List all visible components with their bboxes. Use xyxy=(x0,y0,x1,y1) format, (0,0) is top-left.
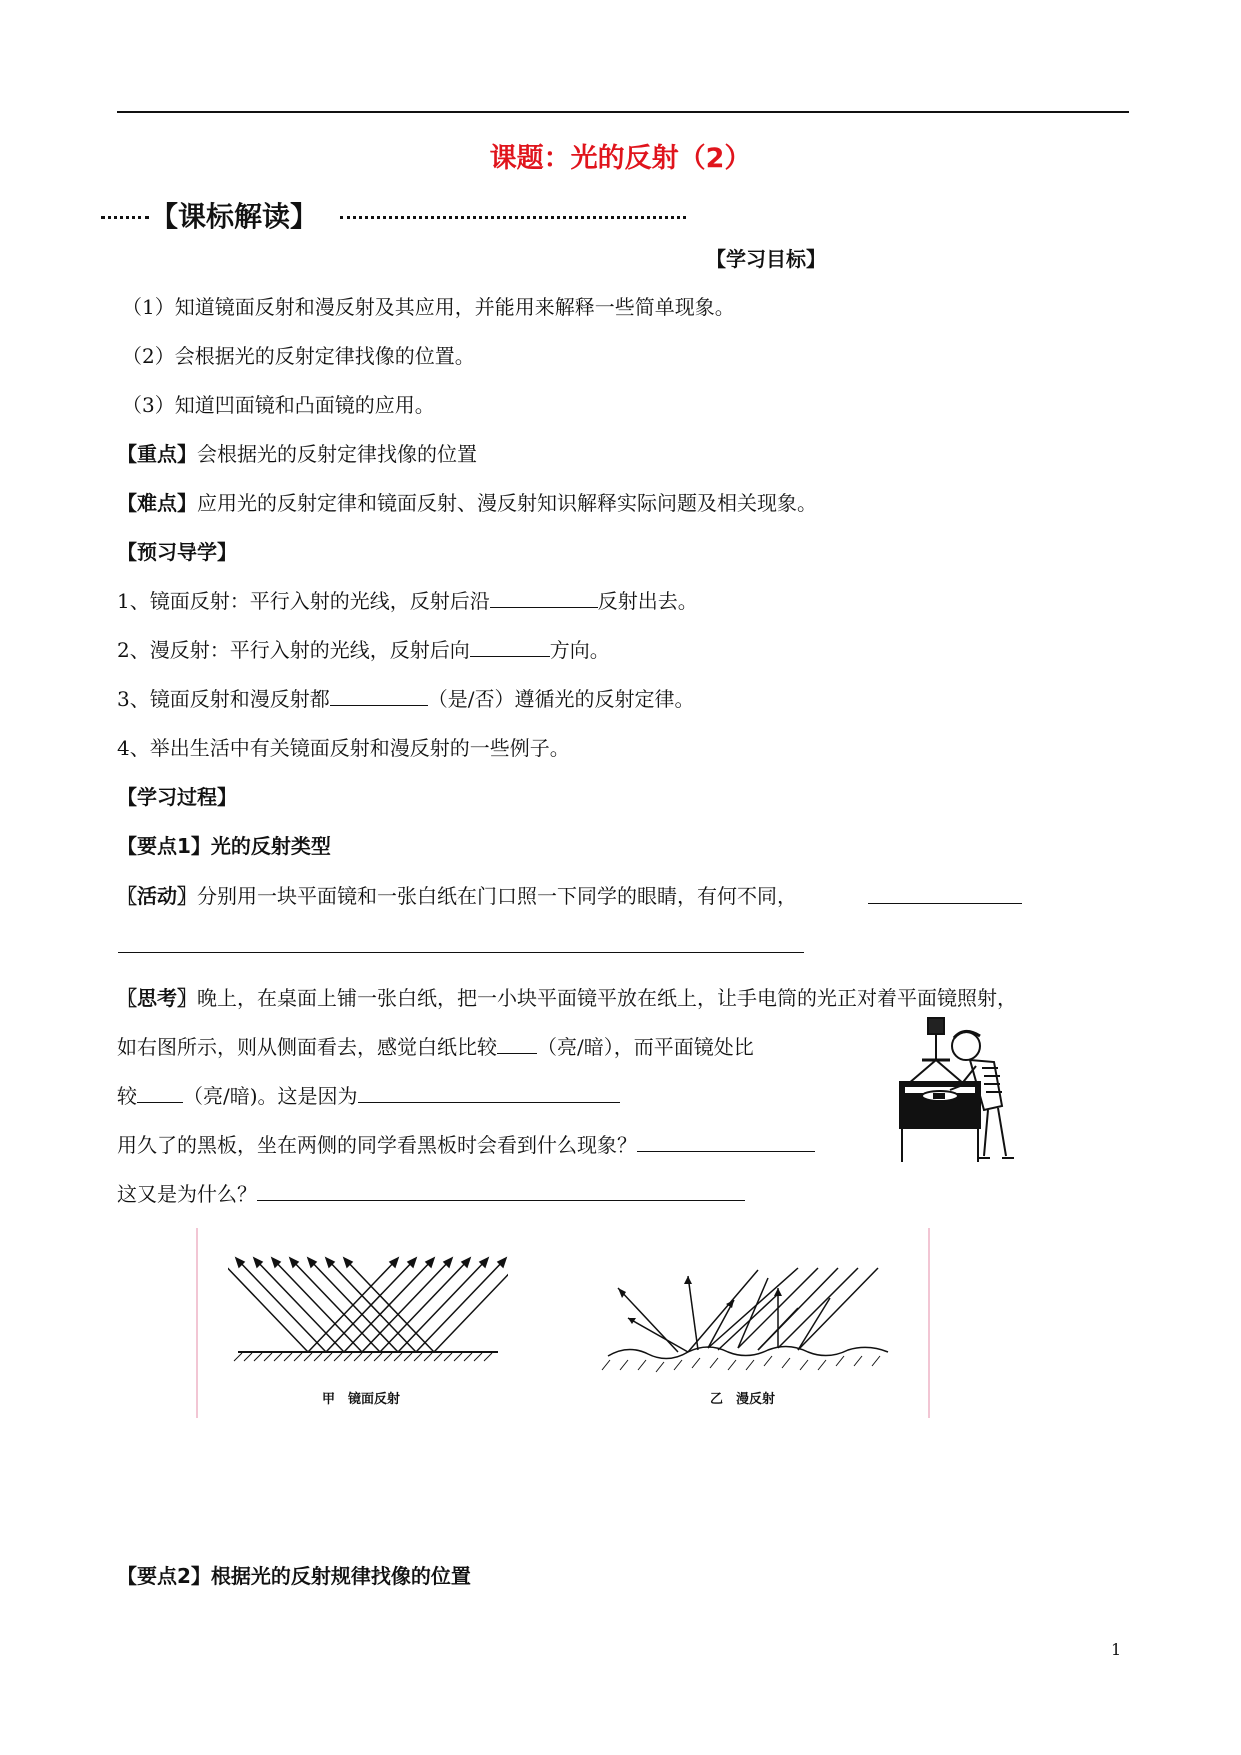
think-text-1: 晚上，在桌面上铺一张白纸，把一小块平面镜平放在纸上，让手电筒的光正对着平面镜照射， xyxy=(197,986,1017,1010)
preview-question-1 xyxy=(117,585,698,614)
section-bracket-close: 】 xyxy=(290,200,319,233)
specular-reflection-diagram xyxy=(228,1248,508,1378)
point2-heading: 【要点2】根据光的反射规律找像的位置 xyxy=(117,1564,471,1588)
section-header-text: 课标解读 xyxy=(178,200,291,233)
activity-label: 〖活动〗 xyxy=(117,884,197,908)
q3-answer-blank[interactable] xyxy=(330,685,428,706)
key-point-label: 【重点】 xyxy=(117,442,197,466)
reflection-figure xyxy=(196,1228,930,1418)
q2-answer-blank[interactable] xyxy=(470,636,550,657)
think-label: 〖思考〗 xyxy=(117,986,197,1010)
think-blank-mirror[interactable] xyxy=(137,1082,183,1103)
activity-line xyxy=(117,880,797,909)
q1-text: 1、镜面反射：平行入射的光线，反射后沿 xyxy=(117,589,490,613)
think-line-5 xyxy=(117,1178,745,1207)
goals-heading: 【学习目标】 xyxy=(706,247,826,271)
think-line-2 xyxy=(117,1031,754,1060)
activity-text: 分别用一块平面镜和一张白纸在门口照一下同学的眼睛，有何不同， xyxy=(197,884,797,908)
think-text-4: 用久了的黑板，坐在两侧的同学看黑板时会看到什么现象？ xyxy=(117,1133,637,1157)
goal-item: （1）知道镜面反射和漫反射及其应用，并能用来解释一些简单现象。 xyxy=(122,295,735,319)
think-blank-phenomenon[interactable] xyxy=(637,1131,815,1152)
q1-text-after: 反射出去。 xyxy=(597,589,698,613)
page-number: 1 xyxy=(1111,1640,1122,1659)
think-blank-why[interactable] xyxy=(257,1180,745,1201)
difficulty xyxy=(117,487,817,516)
q1-answer-blank[interactable] xyxy=(490,587,598,608)
preview-question-3 xyxy=(117,683,694,712)
think-blank-paper[interactable] xyxy=(497,1033,537,1054)
think-text-2-after: （亮/暗），而平面镜处比 xyxy=(537,1035,754,1059)
preview-question-4: 4、举出生活中有关镜面反射和漫反射的一些例子。 xyxy=(117,736,570,760)
goal-item: （2）会根据光的反射定律找像的位置。 xyxy=(122,344,475,368)
think-line-1 xyxy=(117,982,1017,1011)
activity-answer-line-1[interactable] xyxy=(868,903,1022,904)
page-title: 课题：光的反射（2） xyxy=(489,143,752,174)
goal-item: （3）知道凹面镜和凸面镜的应用。 xyxy=(122,393,435,417)
q3-text-after: （是/否）遵循光的反射定律。 xyxy=(427,687,695,711)
q3-text: 3、镜面反射和漫反射都 xyxy=(117,687,330,711)
flashlight-boy-illustration xyxy=(898,1016,1032,1164)
dotted-leader-left xyxy=(101,216,149,219)
think-blank-reason[interactable] xyxy=(358,1082,620,1103)
activity-answer-line-2[interactable] xyxy=(118,952,804,953)
section-bracket-open: 【 xyxy=(150,200,179,233)
diffuse-reflection-diagram xyxy=(598,1248,898,1378)
think-line-3 xyxy=(117,1080,620,1109)
q2-text: 2、漫反射：平行入射的光线，反射后向 xyxy=(117,638,470,662)
difficulty-label: 【难点】 xyxy=(117,491,197,515)
caption-specular: 甲 镜面反射 xyxy=(322,1392,401,1407)
think-text-3b: （亮/暗)。这是因为 xyxy=(183,1084,358,1108)
process-heading: 【学习过程】 xyxy=(117,785,237,809)
caption-diffuse: 乙 漫反射 xyxy=(710,1392,776,1407)
dotted-leader-right xyxy=(340,216,686,219)
key-point-text: 会根据光的反射定律找像的位置 xyxy=(197,442,477,466)
key-point xyxy=(117,438,477,467)
q2-text-after: 方向。 xyxy=(549,638,610,662)
preview-question-2 xyxy=(117,634,610,663)
think-line-4 xyxy=(117,1129,815,1158)
think-text-3a: 较 xyxy=(117,1084,137,1108)
think-text-2: 如右图所示，则从侧面看去，感觉白纸比较 xyxy=(117,1035,497,1059)
preview-heading: 【预习导学】 xyxy=(117,540,237,564)
difficulty-text: 应用光的反射定律和镜面反射、漫反射知识解释实际问题及相关现象。 xyxy=(197,491,817,515)
point1-heading: 【要点1】光的反射类型 xyxy=(117,834,331,858)
think-text-5: 这又是为什么？ xyxy=(117,1182,257,1206)
header-rule xyxy=(117,111,1129,113)
section-header xyxy=(150,195,318,235)
